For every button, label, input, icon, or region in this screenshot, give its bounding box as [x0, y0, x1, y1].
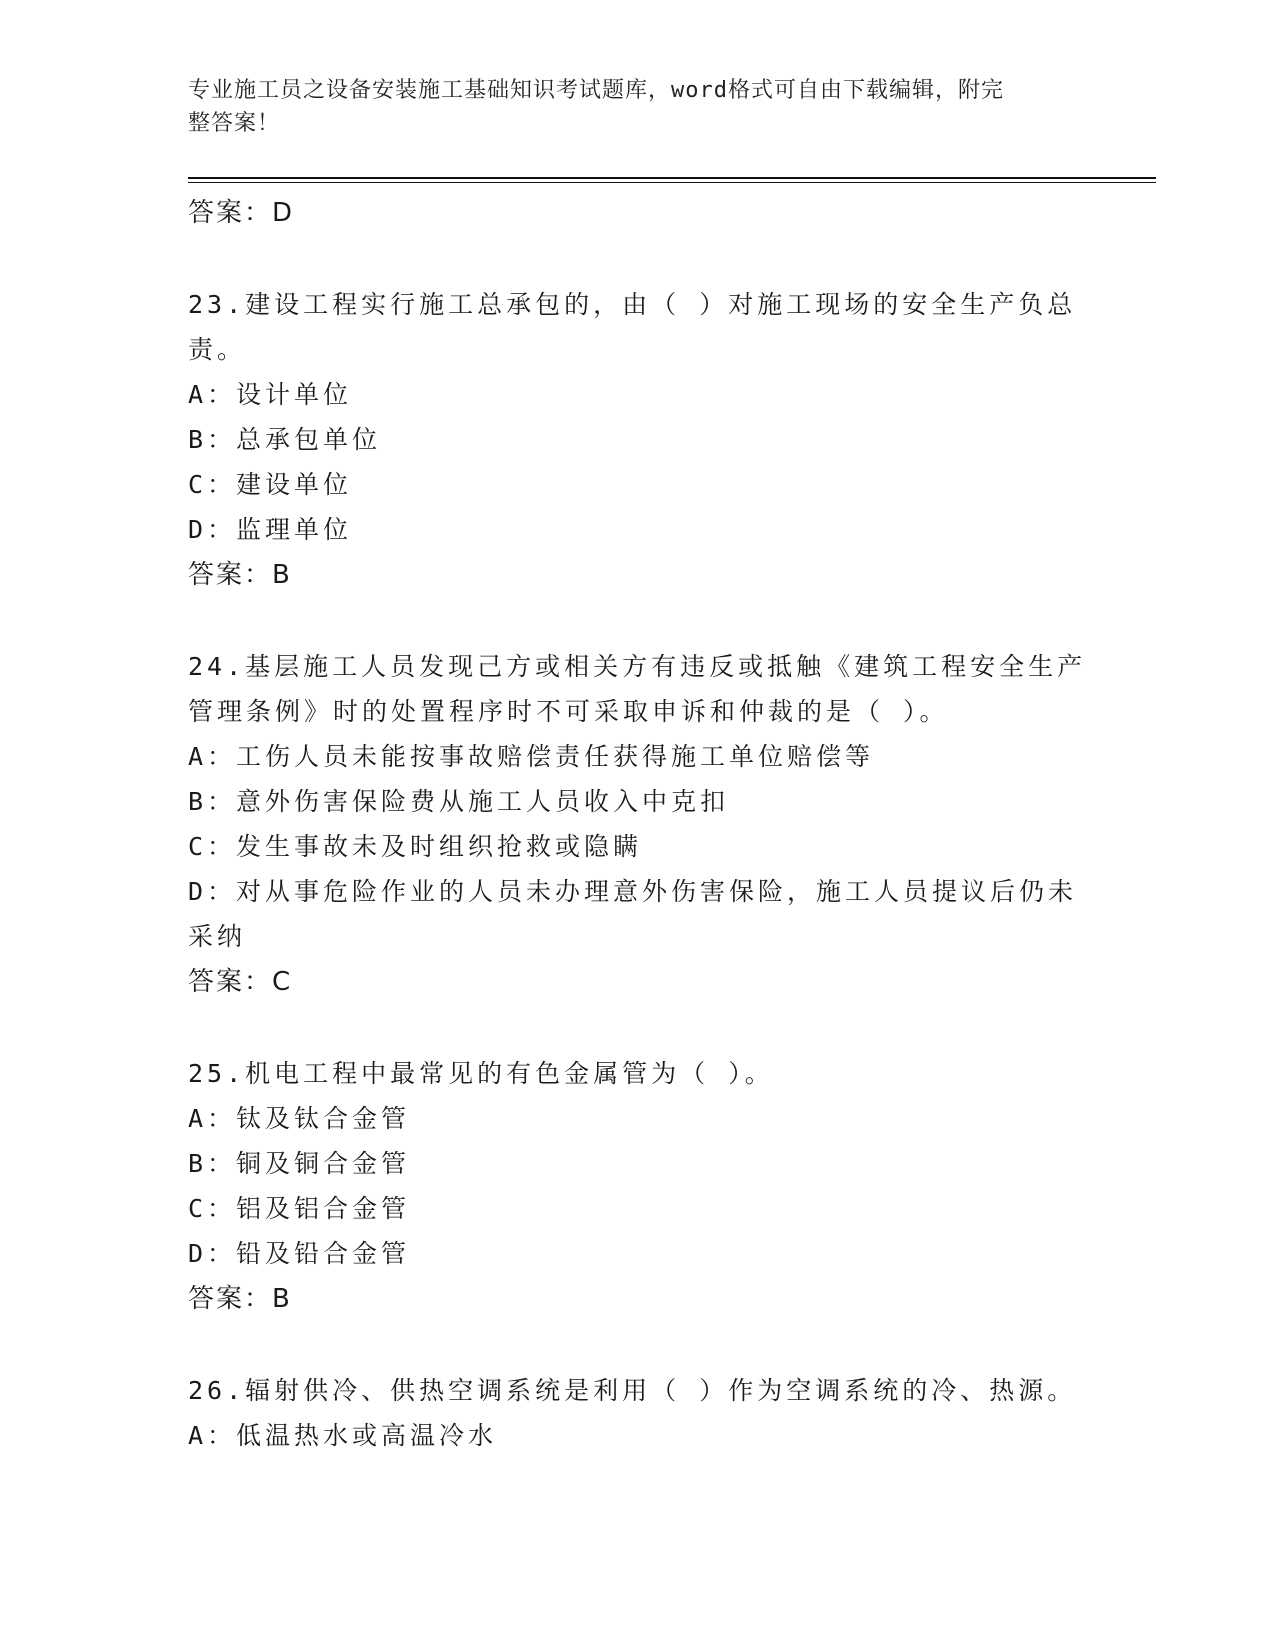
- option-a: A：钛及钛合金管: [188, 1104, 411, 1133]
- answer: 答案：B: [188, 1284, 292, 1314]
- option-a: A：设计单位: [188, 380, 353, 409]
- header-line-2: 整答案！: [188, 111, 281, 136]
- question-stem-line: 责。: [188, 335, 247, 364]
- question-list: [188, 190, 1088, 1458]
- spacer: [188, 1005, 1088, 1051]
- option-a: A：低温热水或高温冷水: [188, 1421, 498, 1450]
- document-header: [188, 74, 1068, 140]
- header-rule-thick: [188, 177, 1156, 179]
- option-c: C：铝及铝合金管: [188, 1194, 411, 1223]
- question-stem-line: 24.基层施工人员发现己方或相关方有违反或抵触《建筑工程安全生产: [188, 652, 1087, 681]
- spacer: [188, 1322, 1088, 1368]
- header-rule-thin: [188, 182, 1156, 183]
- question-25: [188, 1051, 1088, 1322]
- option-d-continued: 采纳: [188, 922, 247, 951]
- option-c: C：建设单位: [188, 470, 353, 499]
- question-stem-line: 26.辐射供冷、供热空调系统是利用（ ）作为空调系统的冷、热源。: [188, 1376, 1077, 1405]
- option-b: B：铜及铜合金管: [188, 1149, 411, 1178]
- option-c: C：发生事故未及时组织抢救或隐瞒: [188, 832, 643, 861]
- answer: 答案：B: [188, 560, 292, 590]
- question-stem-line: 管理条例》时的处置程序时不可采取申诉和仲裁的是（ ）。: [188, 697, 949, 726]
- header-line-1: 专业施工员之设备安装施工基础知识考试题库，word格式可自由下载编辑，附完: [188, 78, 1004, 103]
- spacer: [188, 236, 1088, 282]
- question-24: [188, 644, 1088, 1005]
- option-d: D：铅及铅合金管: [188, 1239, 411, 1268]
- previous-answer: 答案：D: [188, 198, 295, 228]
- answer: 答案：C: [188, 967, 293, 997]
- question-stem-line: 23.建设工程实行施工总承包的，由（ ）对施工现场的安全生产负总: [188, 290, 1077, 319]
- option-d: D：监理单位: [188, 515, 353, 544]
- question-23: [188, 282, 1088, 598]
- option-b: B：意外伤害保险费从施工人员收入中克扣: [188, 787, 730, 816]
- option-b: B：总承包单位: [188, 425, 382, 454]
- question-26: [188, 1368, 1088, 1458]
- option-d: D：对从事危险作业的人员未办理意外伤害保险，施工人员提议后仍未: [188, 877, 1078, 906]
- question-stem-line: 25.机电工程中最常见的有色金属管为（ ）。: [188, 1059, 774, 1088]
- spacer: [188, 598, 1088, 644]
- option-a: A：工伤人员未能按事故赔偿责任获得施工单位赔偿等: [188, 742, 875, 771]
